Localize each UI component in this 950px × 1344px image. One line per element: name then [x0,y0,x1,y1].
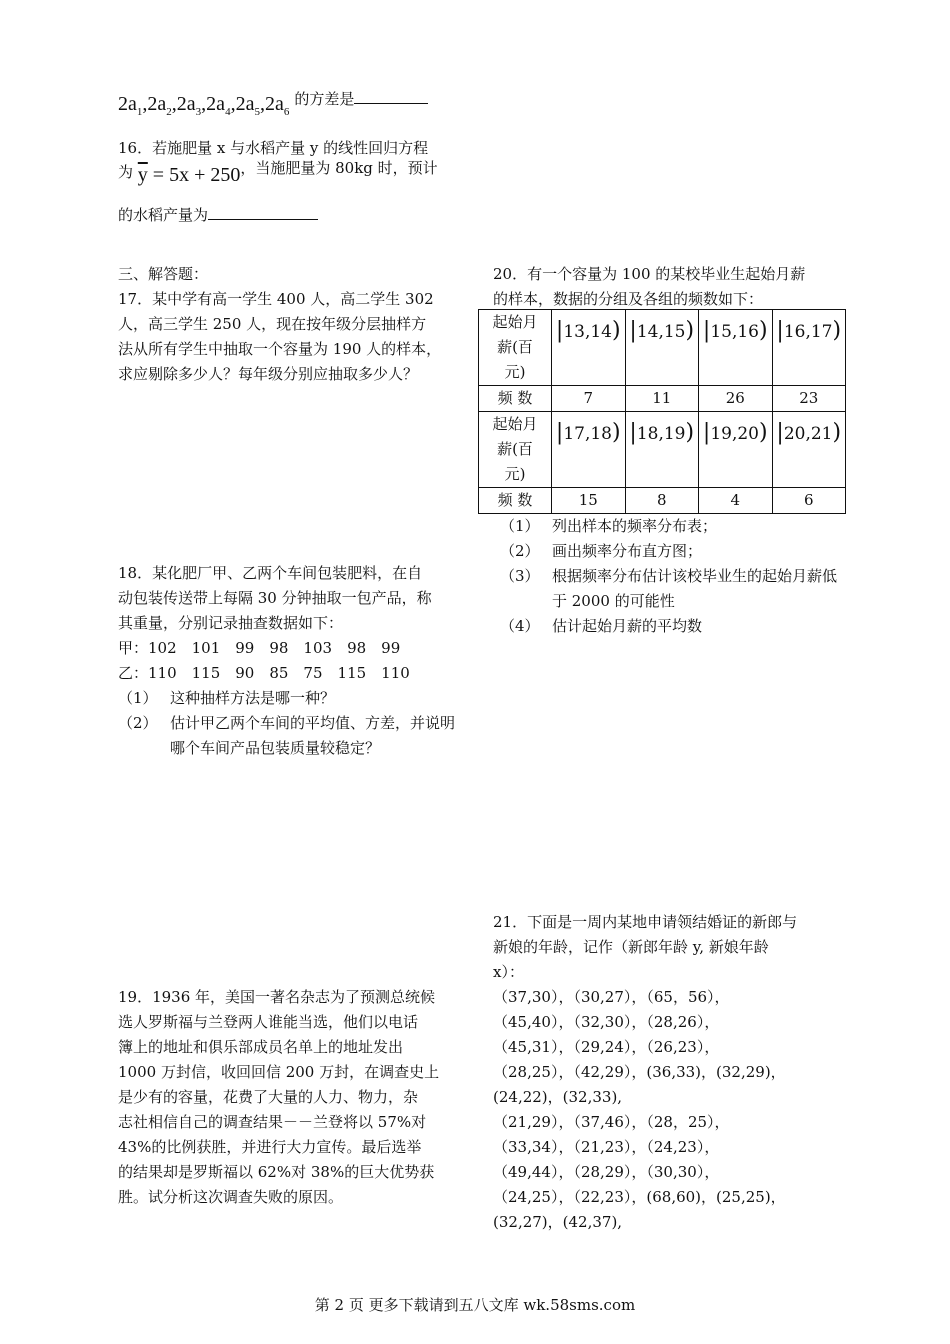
q19-line: 胜。试分析这次调查失败的原因。 [118,1188,344,1206]
q21-pairs-line: （45,40），（32,30），（28,26）， [493,1013,720,1031]
q15-answer-blank [354,87,428,104]
q17-line: 求应剔除多少人？每年级分别应抽取多少人？ [118,365,419,383]
freq-label-cell: 频 数 [479,488,552,514]
q20-intro [493,262,843,312]
q20-item: （3） 根据频率分布估计该校毕业生的起始月薪低于 2000 的可能性 [500,567,838,610]
freq-cell: 7 [552,386,626,412]
q15-tail [118,92,463,125]
q17-line: 17．某中学有高一学生 400 人，高二学生 302 [118,290,434,308]
q15-math: $2a_1,2a_2,2a_3,2a_4,2a_5,2a_6$ [118,93,290,118]
q17 [118,262,463,387]
q21-pairs-line: （33,34），（21,23），（24,23）， [493,1138,720,1156]
interval-cell: |14,15) [625,310,699,386]
q20-line: 的样本，数据的分组及各组的频数如下： [493,290,764,308]
q19-line: 选人罗斯福与兰登两人谁能当选，他们以电话 [118,1013,419,1031]
q16-eq-y: $\overline{y}$ [137,164,148,186]
interval-cell: |13,14) [552,310,626,386]
q15-term: $2a_6$ [264,93,290,118]
interval-cell: |20,21) [772,412,846,488]
q18-line: 其重量，分别记录抽查数据如下： [118,614,344,632]
freq-cell: 4 [699,488,773,514]
q19-line: 的结果却是罗斯福以 62%对 38%的巨大优势获 [118,1163,435,1181]
q19-line: 1000 万封信，收回回信 200 万封，在调查史上 [118,1063,440,1081]
q19-line: 是少有的容量，花费了大量的人力、物力，杂 [118,1088,419,1106]
q18-item: （1） 这种抽样方法是哪一种？ [118,689,336,707]
q18-item: （2） 估计甲乙两个车间的平均值、方差，并说明哪个车间产品包装质量较稳定？ [118,714,456,757]
q15-text: 的方差是 [294,90,355,108]
q21-line: 21．下面是一周内某地申请领结婚证的新郎与 [493,913,798,931]
freq-label-cell: 频 数 [479,386,552,412]
page-footer: 第 2 页 更多下载请到五八文库 wk.58sms.com [314,1296,636,1314]
q18 [118,561,463,761]
section-heading: 三、解答题： [118,265,209,283]
q16-line1: 16．若施肥量 x 与水稻产量 y 的线性回归方程 [118,139,429,157]
q15-term: $2a_5$ [235,93,260,118]
frequency-table [478,309,846,514]
table-header-cell: 起始月 薪(百 元) [479,412,552,488]
q21 [493,910,843,1235]
freq-cell: 6 [772,488,846,514]
q19-line: 19．1936 年，美国一著名杂志为了预测总统候 [118,988,436,1006]
freq-cell: 26 [699,386,773,412]
q21-pairs-line: （24,25），（22,23），(68,60)，(25,25)， [493,1188,786,1206]
q16-equation [138,164,241,186]
q16 [118,136,463,228]
q16-line3: 的水稻产量为 [118,206,209,224]
freq-cell: 15 [552,488,626,514]
table-row [479,386,846,412]
q20-item: （1） 列出样本的频率分布表； [500,517,718,535]
q15-term: $2a_4$ [206,93,231,118]
q21-pairs-line: （45,31），（29,24），（26,23）， [493,1038,720,1056]
freq-cell: 8 [625,488,699,514]
q16-eq-rest: = 5x + 250 [147,164,241,186]
freq-cell: 23 [772,386,846,412]
q19-line: 志社相信自己的调查结果－－兰登将以 57%对 [118,1113,427,1131]
interval-cell: |19,20) [699,412,773,488]
q16-suffix: ，当施肥量为 80kg 时，预计 [240,159,438,177]
table-header-cell: 起始月 薪(百 元) [479,310,552,386]
interval-cell: |15,16) [699,310,773,386]
q16-answer-blank [208,203,318,220]
q21-pairs-line: （21,29），（37,46），（28，25）， [493,1113,730,1131]
q21-pairs-line: (24,22)，(32,33), [493,1088,623,1106]
q21-pairs-line: （49,44），（28,29），（30,30）， [493,1163,720,1181]
interval-cell: |16,17) [772,310,846,386]
interval-cell: |18,19) [625,412,699,488]
q18-line: 动包装传送带上每隔 30 分钟抽取一包产品，称 [118,589,432,607]
q18-yi-data: 乙：110 115 90 85 75 115 110 [118,664,410,682]
q19 [118,985,463,1210]
q19-line: 簿上的地址和俱乐部成员名单上的地址发出 [118,1038,404,1056]
q21-pairs-line: (32,27)，(42,37), [493,1213,623,1231]
q15-term: $2a_1$ [118,93,143,118]
q15-term: $2a_3$ [176,93,202,118]
q19-line: 43%的比例获胜，并进行大力宣传。最后选举 [118,1138,422,1156]
q21-pairs-line: （28,25），（42,29），(36,33)，(32,29)， [493,1063,786,1081]
table-row [479,488,846,514]
q20-item: （2） 画出频率分布直方图； [500,542,703,560]
q20-line: 20．有一个容量为 100 的某校毕业生起始月薪 [493,265,806,283]
q15-term: $2a_2$ [147,93,172,118]
q21-line: 新娘的年龄，记作（新郎年龄 y, 新娘年龄 [493,938,769,956]
q18-line: 18．某化肥厂甲、乙两个车间包装肥料，在自 [118,564,423,582]
q20-items [500,514,843,639]
table-row [479,412,846,488]
freq-cell: 11 [625,386,699,412]
q18-jia-data: 甲：102 101 99 98 103 98 99 [118,639,401,657]
q21-line: x）： [493,963,524,981]
q17-line: 法从所有学生中抽取一个容量为 190 人的样本， [118,340,442,358]
q21-pairs-line: （37,30），（30,27），（65，56）， [493,988,730,1006]
q16-prefix: 为 [118,163,134,181]
interval-cell: |17,18) [552,412,626,488]
table-row [479,310,846,386]
q17-line: 人，高三学生 250 人，现在按年级分层抽样方 [118,315,427,333]
q20-item: （4） 估计起始月薪的平均数 [500,617,703,635]
